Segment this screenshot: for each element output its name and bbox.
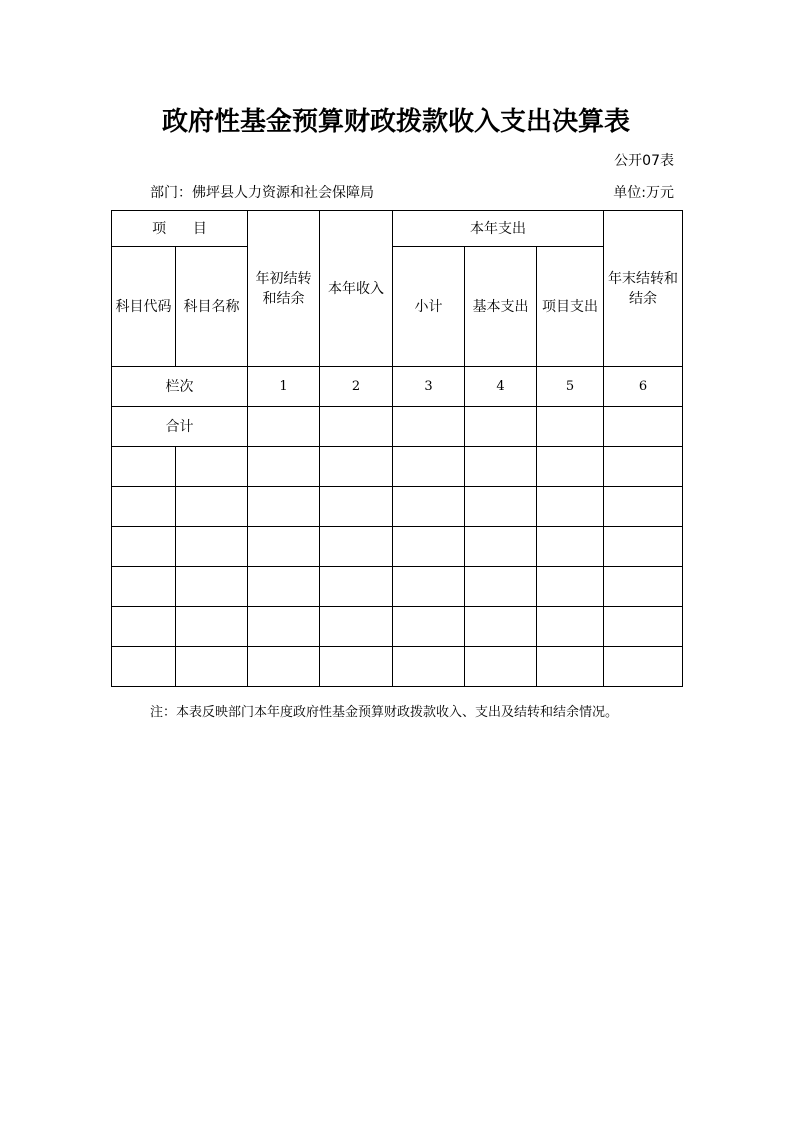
- row-index-label: 栏次: [112, 367, 248, 407]
- table-cell: [537, 407, 604, 447]
- table-cell: [320, 567, 393, 607]
- total-label: 合计: [112, 407, 248, 447]
- table-cell: [604, 567, 683, 607]
- header-end-balance: 年末结转和结余: [604, 211, 683, 367]
- header-item: 项 目: [112, 211, 248, 247]
- table-cell: [248, 607, 320, 647]
- table-cell: [537, 447, 604, 487]
- unit-label: 单位:万元: [613, 185, 674, 201]
- table-cell: [176, 647, 248, 687]
- table-cell: [537, 487, 604, 527]
- footnote: 注：本表反映部门本年度政府性基金预算财政拨款收入、支出及结转和结余情况。: [150, 705, 619, 720]
- header-expense: 本年支出: [393, 211, 604, 247]
- table-cell: [537, 607, 604, 647]
- table-cell: [176, 527, 248, 567]
- header-subtotal: 小计: [393, 247, 465, 367]
- form-number: 公开07表: [614, 153, 674, 169]
- table-cell: [112, 447, 176, 487]
- table-cell: [248, 647, 320, 687]
- table-cell: [537, 647, 604, 687]
- table-row: [112, 567, 683, 607]
- table-cell: [604, 487, 683, 527]
- table-row: [112, 487, 683, 527]
- table-cell: [393, 567, 465, 607]
- table-cell: [393, 607, 465, 647]
- header-row-2: [112, 247, 683, 367]
- table-row: [112, 647, 683, 687]
- table-cell: [320, 527, 393, 567]
- table-cell: [248, 527, 320, 567]
- table-cell: [176, 567, 248, 607]
- page-title: 政府性基金预算财政拨款收入支出决算表: [161, 107, 630, 137]
- table-cell: [604, 527, 683, 567]
- row-index: [112, 367, 683, 407]
- table-row: [112, 607, 683, 647]
- table-cell: [465, 447, 537, 487]
- table-cell: [604, 447, 683, 487]
- header-name: 科目名称: [176, 247, 248, 367]
- table-cell: [112, 487, 176, 527]
- table-cell: [176, 487, 248, 527]
- department-label: 部门：佛坪县人力资源和社会保障局: [150, 185, 374, 201]
- table-cell: [320, 607, 393, 647]
- table-cell: [604, 407, 683, 447]
- table-cell: [393, 647, 465, 687]
- table-cell: [465, 487, 537, 527]
- header-code: 科目代码: [112, 247, 176, 367]
- col-index-4: 4: [465, 367, 537, 407]
- table-cell: [248, 407, 320, 447]
- table-cell: [112, 527, 176, 567]
- col-index-3: 3: [393, 367, 465, 407]
- table-cell: [393, 527, 465, 567]
- col-index-2: 2: [320, 367, 393, 407]
- table-cell: [112, 567, 176, 607]
- table-cell: [320, 647, 393, 687]
- budget-table: [111, 210, 683, 687]
- table-cell: [248, 447, 320, 487]
- table-cell: [112, 647, 176, 687]
- table-cell: [465, 527, 537, 567]
- table-cell: [393, 407, 465, 447]
- table-cell: [465, 607, 537, 647]
- table-row: [112, 447, 683, 487]
- table-cell: [537, 527, 604, 567]
- table-cell: [537, 567, 604, 607]
- header-project: 项目支出: [537, 247, 604, 367]
- table-cell: [176, 447, 248, 487]
- total-row: [112, 407, 683, 447]
- col-index-1: 1: [248, 367, 320, 407]
- table-cell: [393, 487, 465, 527]
- col-index-6: 6: [604, 367, 683, 407]
- table-cell: [320, 407, 393, 447]
- table-cell: [248, 487, 320, 527]
- col-index-5: 5: [537, 367, 604, 407]
- header-income: 本年收入: [320, 211, 393, 367]
- header-begin-balance: 年初结转和结余: [248, 211, 320, 367]
- table-cell: [320, 487, 393, 527]
- table-cell: [604, 647, 683, 687]
- table-cell: [248, 567, 320, 607]
- table-row: [112, 527, 683, 567]
- table-cell: [465, 407, 537, 447]
- table-cell: [465, 567, 537, 607]
- table-cell: [465, 647, 537, 687]
- table-cell: [320, 447, 393, 487]
- table-cell: [112, 607, 176, 647]
- table-cell: [176, 607, 248, 647]
- table-cell: [393, 447, 465, 487]
- header-row-1: [112, 211, 683, 247]
- table-cell: [604, 607, 683, 647]
- header-basic: 基本支出: [465, 247, 537, 367]
